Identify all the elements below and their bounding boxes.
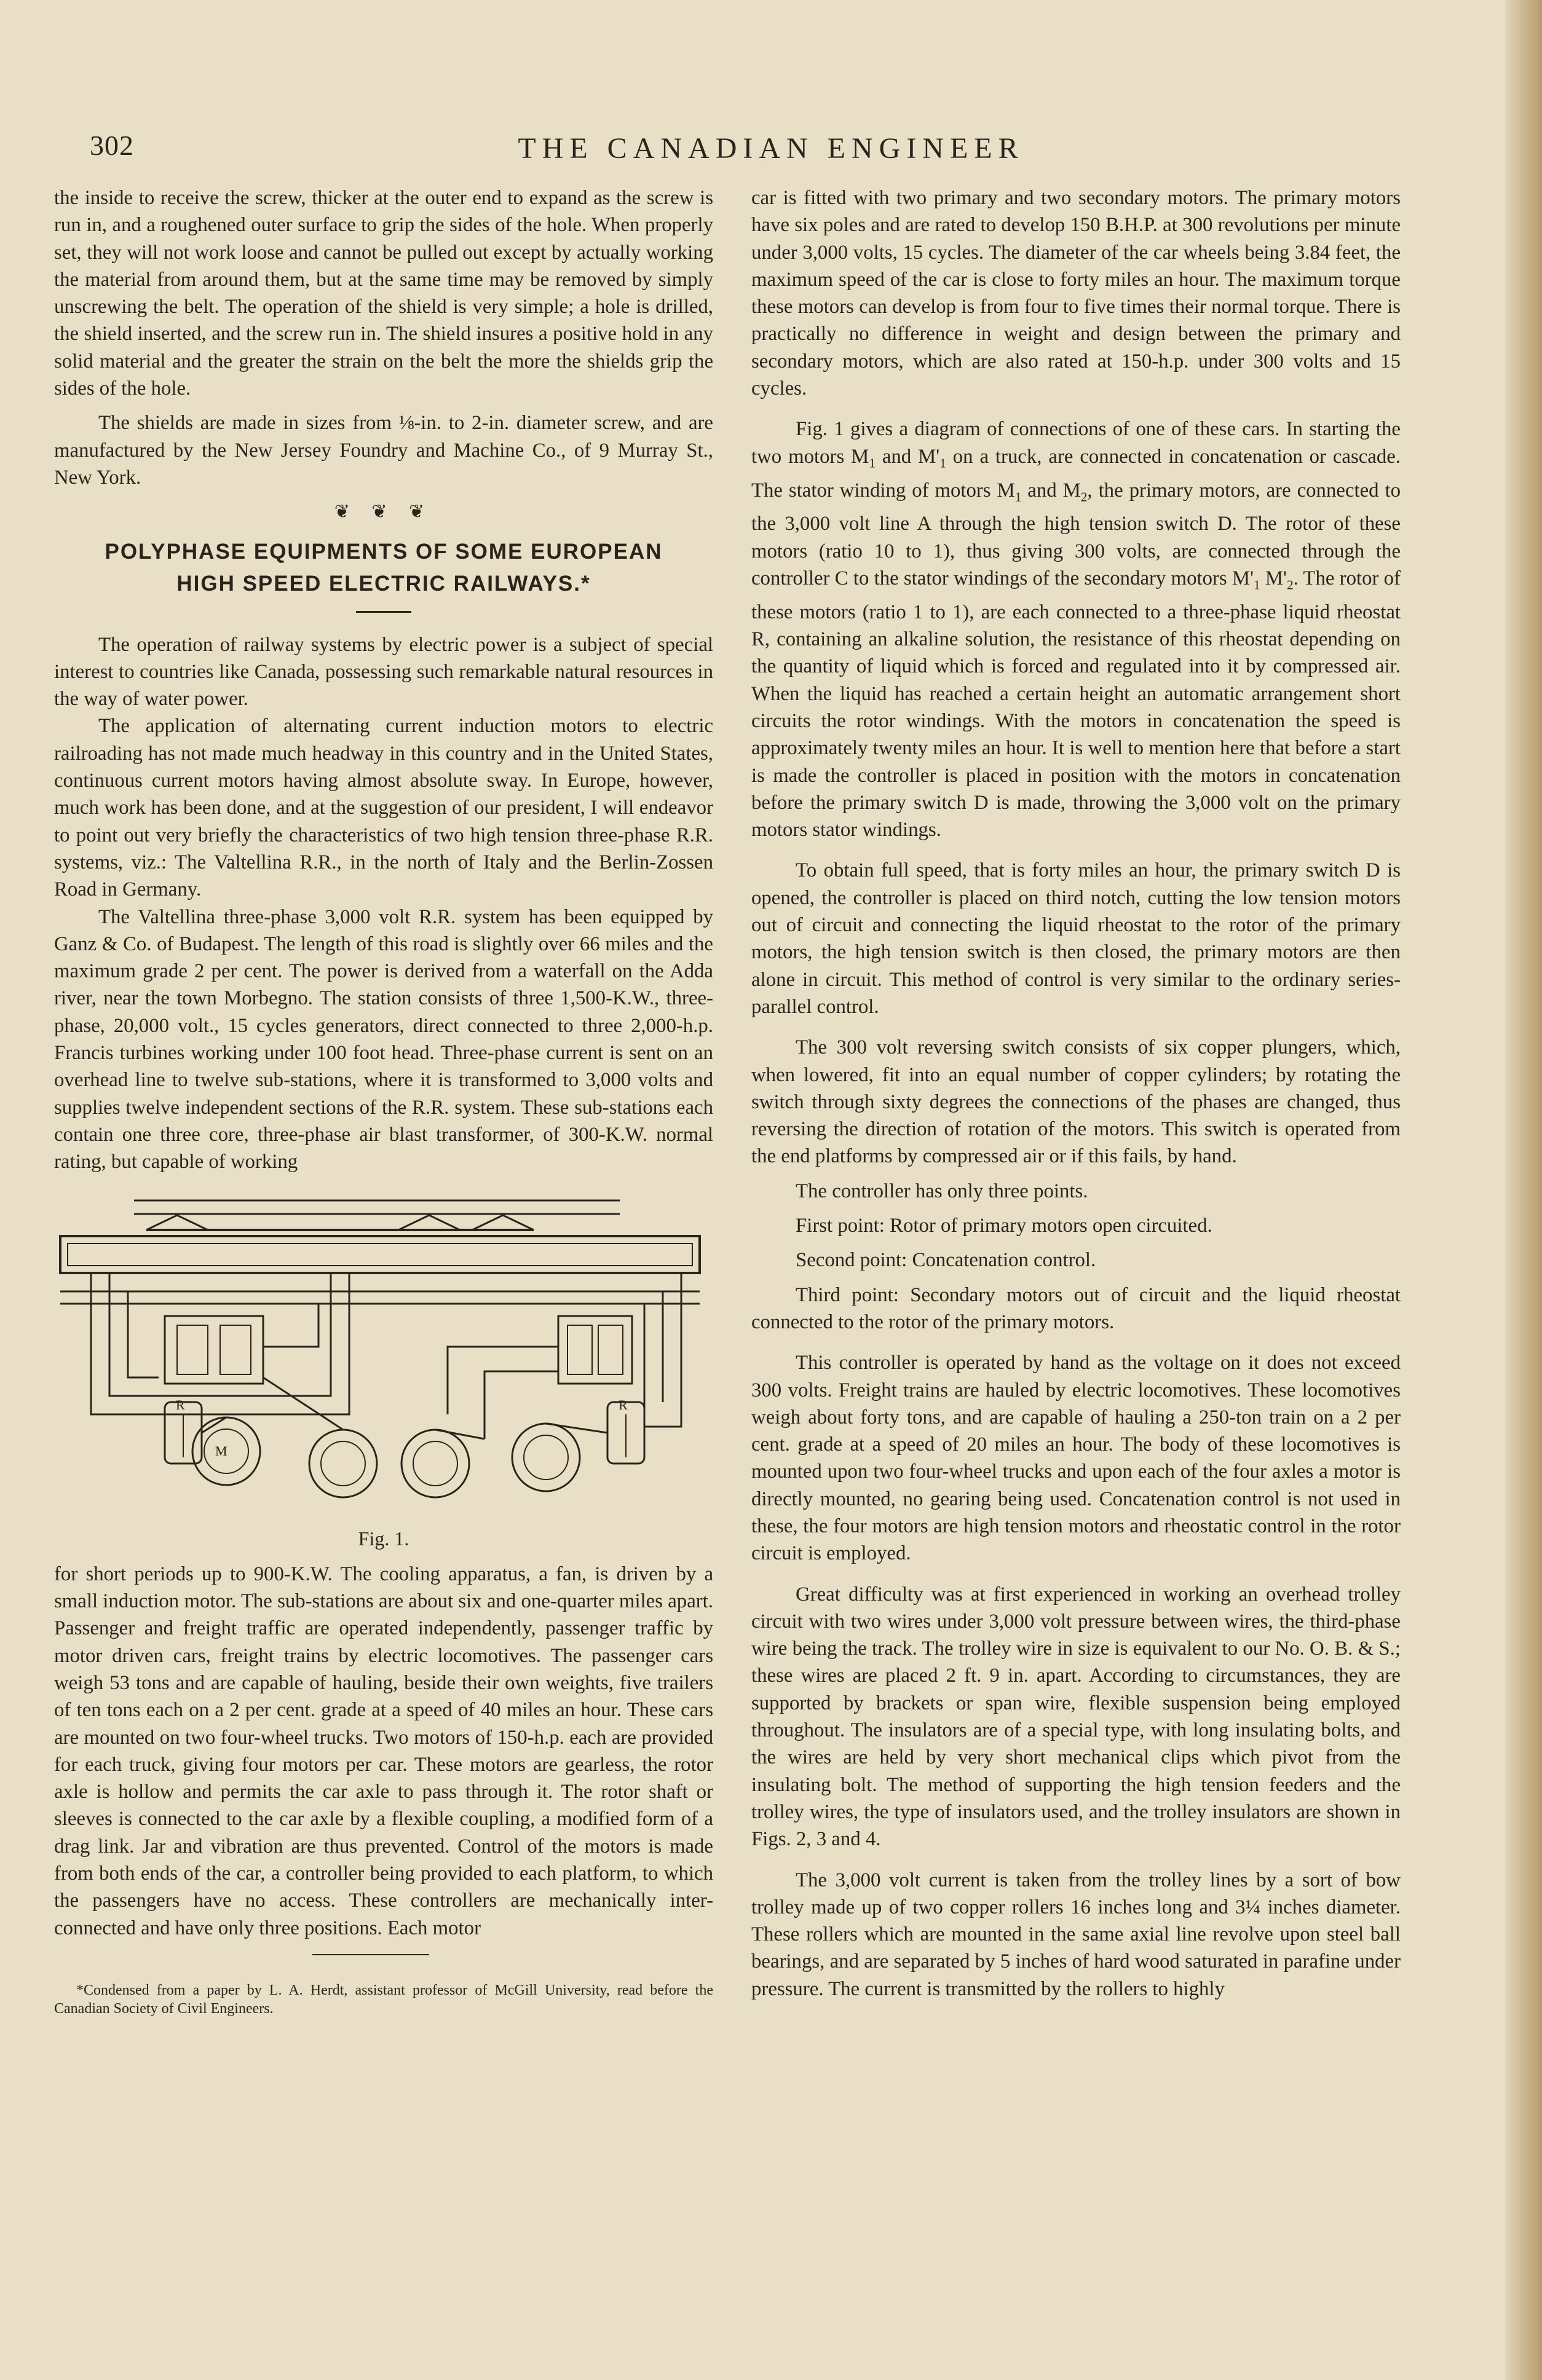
list-item: The controller has only three points. [796,1180,1088,1202]
list-item: Third point: Secondary motors out of circuit and the liquid rheostat connected to the rotor of the primary motors. [751,1283,1401,1333]
subscript: 1 [1014,489,1022,505]
text-run: M' [1260,567,1287,589]
paragraph: car is fitted with two primary and two secondary motors. The primary motors have six poles and are rated to develop 150 B.H.P. at 300 revolutions per minute under 3,000 volts, 15 cycles. The diameter of the car wheels being 3.84 feet, the maximum speed of the car is close to forty miles an hour. The maximum torque these motors can develop is from four to five times their normal torque. There is practically no difference in weight and design between the primary and secondary motors, which are also rated at 150-h.p. under 300 volts and 15 cycles. [751,187,1401,400]
page-number: 302 [90,130,134,161]
footnote [54,1981,713,2018]
article-title-line: HIGH SPEED ELECTRIC RAILWAYS.* [176,571,591,596]
paragraph: the inside to receive the screw, thicker at the outer end to expand as the screw is run in, and a roughened outer surface to grip the sides of the hole. When properly set, they will not work loose and cannot be pulled out except by actually working the material from around them, but at the same time may be removed by simply unscrewing the belt. The operation of the shield is very simple; a hole is drilled, the shield inserted, and the screw run in. The shield insures a positive hold in any solid material and the greater the strain on the belt the more the shields grip the sides of the hole. [54,187,713,400]
right-column [751,184,1401,2003]
title-rule [356,611,411,613]
page-header [0,129,1542,172]
fig-label-rheostat-right: R [619,1397,628,1413]
paragraph: Great difficulty was at first experienced in working an overhead trolley circuit with two wires under 3,000 volt pressure between wires, the third-phase wire being the track. The trolley wire in size is equivalent to our No. O. B. & S.; these wires are placed 2 ft. 9 in. apart. According to circumstances, they are supported by brackets or span wire, flexible suspension being employed throughout. The insulators are of a special type, with long insulating bolts, and the wires are held by very short mechanical clips which pivot from the insulating bolt. The method of supporting the high tension feeders and the trolley wires, the type of insulators used, and the trolley insulators are shown in Figs. 2, 3 and 4. [751,1583,1401,1851]
text-run: , the primary motors, are connected to the 3,000 volt line A through the high tension switch D. The rotor of these motors (ratio 10 to 1), thus giving 300 volts, are connected through the controller C to the stator windings of the secondary motors M' [751,479,1401,589]
list-item: First point: Rotor of primary motors open circuited. [796,1215,1212,1237]
paragraph: The 3,000 volt current is taken from the trolley lines by a sort of bow trolley made up of two copper rollers 16 inches long and 3¼ inches diameter. These rollers which are mounted in the same axial line revolve upon steel ball bearings, and are separated by 5 inches of hard wood saturated in parafine under pressure. The current is transmitted by the rollers to highly [751,1869,1401,2000]
figure-1-wiring-diagram [54,1193,713,1525]
subscript: 1 [1253,577,1260,593]
text-run: and M [1021,479,1081,502]
running-head: THE CANADIAN ENGINEER [518,132,1024,165]
footnote-rule [312,1954,429,1955]
text-run: Fig. 1 gives a diagram of connections of one of these cars. In starting the two motors M [751,418,1401,468]
fig-label-motor: M [215,1443,227,1459]
text-run: and M' [875,445,940,468]
wiring-diagram-illustration [54,1193,713,1525]
controller-points-list [751,1178,1401,1336]
subscript: 1 [869,455,876,471]
paragraph: for short periods up to 900-K.W. The cooling apparatus, a fan, is driven by a small induction motor. The sub-stations are about six and one-quarter miles apart. Passenger and freight traffic are operated independently, passenger traffic by motor driven cars, freight trains by electric locomotives. The passenger cars weigh 53 tons and are capable of hauling, beside their own weights, five trailers of ten tons each on a 2 per cent. grade at a speed of 40 miles an hour. These cars are mounted on two four-wheel trucks. Two motors of 150-h.p. each are provided for each truck, giving four motors per car. These motors are gearless, the rotor axle is hollow and permits the car axle to pass through it. The rotor shaft or sleeves is connected to the car axle by a flexible coupling, a modified form of a drag link. Jar and vibration are thus prevented. Control of the motors is made from both ends of the car, a controller being provided to each platform, to which the passengers have no access. These controllers are mechanically inter-connected and have only three positions. Each motor [54,1562,713,1939]
subscript: 1 [939,455,946,471]
figure-caption: Fig. 1. [358,1527,409,1550]
paragraph: The Valtellina three-phase 3,000 volt R.R. system has been equipped by Ganz & Co. of Budapest. The length of this road is slightly over 66 miles and the maximum grade 2 per cent. The power is derived from a waterfall on the Adda river, near the town Morbegno. The station consists of three 1,500-K.W., three-phase, 20,000 volt., 15 cycles generators, direct connected to three 2,000-h.p. Francis turbines working under 100 foot head. Three-phase current is sent on an overhead line to twelve sub-stations, where it is transformed to 3,000 volts and supplies twelve independent sections of the R.R. system. These sub-stations each contain one three core, three-phase air blast transformer, of 300-K.W. normal rating, but capable of working [54,905,713,1173]
paragraph: The 300 volt reversing switch consists of six copper plungers, which, when lowered, fit into an equal number of copper cylinders; by rotating the switch through sixty degrees the connections of the phases are changed, thus reversing the direction of rotation of the motors. This switch is operated from the end platforms by compressed air or if this fails, by hand. [751,1036,1401,1168]
text-run: on a truck, are connected in concatenation or cascade. The stator winding of motors M [751,445,1401,502]
paragraph: The application of alternating current induction motors to electric railroading has not made much headway in this country and in the United States, continuous current motors having almost absolute sway. In Europe, however, much work has been done, and at the suggestion of our president, I will endeavor to point out very briefly the characteristics of two high tension three-phase R.R. systems, viz.: The Valtellina R.R., in the north of Italy and the Berlin-Zossen Road in Germany. [54,715,713,901]
paragraph: The shields are made in sizes from ⅛-in. to 2-in. diameter screw, and are manufactured by the New Jersey Foundry and Machine Co., of 9 Murray St., New York. [54,412,713,489]
page-edge-shadow [1505,0,1542,2380]
subscript: 2 [1080,489,1088,505]
list-item: Second point: Concatenation control. [796,1249,1096,1272]
article-title-line: POLYPHASE EQUIPMENTS OF SOME EUROPEAN [105,539,663,564]
paragraph-fig1-connections [751,416,1401,843]
paragraph: This controller is operated by hand as the voltage on it does not exceed 300 volts. Freight trains are hauled by electric locomotives. These locomotives weigh about forty tons, and are capable of hauling a 250-ton train on a 2 per cent. grade at a speed of 20 miles an hour. The body of these locomotives is mounted upon two four-wheel trucks and upon each of the four axles a motor is directly mounted, no gearing being used. Concatenation control is not used in these, the four motors are high tension motors and rheostatic control in the rotor circuit is employed. [751,1352,1401,1565]
paragraph: The operation of railway systems by electric power is a subject of special interest to countries like Canada, possessing such remarkable natural resources in the way of water power. [54,633,713,711]
fig-label-rheostat-left: R [176,1397,185,1413]
text-run: . The rotor of these motors (ratio 1 to 1), are each connected to a three-phase liquid rheostat R, containing an alkaline solution, the resistance of this rheostat depending on the quantity of liquid which is forced and regulated into it by compressed air. When the liquid has reached a certain height an automatic arrangement short circuits the rotor windings. With the motors in concatenation the speed is approximately twenty miles an hour. It is well to mention here that before a start is made the controller is placed in position with the motors in concatenation before the primary switch D is made, throwing the 3,000 volt on the primary motors stator windings. [751,567,1401,841]
paragraph: To obtain full speed, that is forty miles an hour, the primary switch D is opened, the controller is placed on third notch, cutting the low tension motors out of circuit and connecting the liquid rheostat to the rotor of the primary motors, the high tension switch is then closed, the primary motors are then alone in circuit. This method of control is very similar to the ordinary series-parallel control. [751,859,1401,1018]
left-column [54,184,713,2018]
subscript: 2 [1286,577,1294,593]
footnote-text: *Condensed from a paper by L. A. Herdt, assistant professor of McGill University, read before the Canadian Society of Civil Engineers. [54,1982,713,2017]
section-ornament: ❦ ❦ ❦ [334,502,433,522]
article-title [54,536,713,600]
